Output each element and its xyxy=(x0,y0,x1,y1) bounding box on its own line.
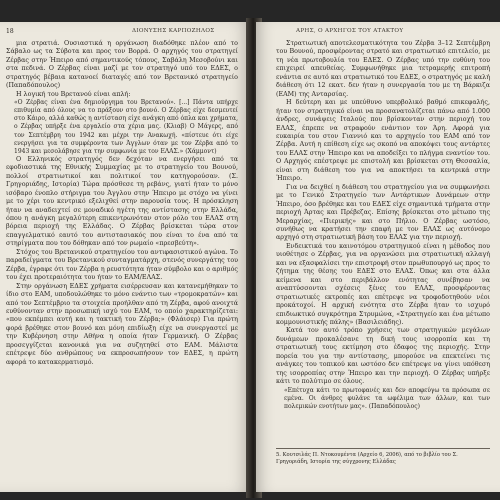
page-number: 18 xyxy=(6,28,14,35)
paragraph: Η λογική του Βρετανού είναι απλή: xyxy=(16,90,131,98)
paragraph: μια στρατιά. Ουσιαστικά η οργάνωση διαδόθηκε πλέον από το Σάβαλο ως τα Σύβοτα και προς τον Βορρά. Ο αρχηγός του στρατηγεί Ζέρβας στην Ήπειρο από σημαντικούς τόπους, Σαβάλη Μεσοβούνι και στα πεδινά. Ο Ζέρβας είναι μαζί με τον στρατηγό υπό του ΕΔΕΣ, ο στρατηγός βέβαια κατανοεί διαταγές από τον Βρετανικό στρατηγείο (Παπαδόπουλος) xyxy=(6,40,238,90)
paragraph: Στόχος του Βρετανικού στρατηγείου του αντιφασιστικού αγώνα. Το παραδείγματα του Βρετανικού συνταγματάρχη, στενός συνεργάτης του Ζέρβα, έγραφε ότι τον Ζέρβα η ρευστότητα ήταν σύμβολο και ο αριθμός του έχει προτεραιότητα του ήταν το ΕΑΜ/ΕΛΑΣ. xyxy=(6,248,238,282)
left-page xyxy=(0,22,252,492)
block-quote: «Επέτυχα κάτι το πρωτοφανές και δεν αποφεύγω τα πρόσωπα σε εμένα. Οι άνθρες φυλάνε τα ωφέλιμα των άλλων, και των πολεμικών ενοτήτων μας». (Παπαδόπουλος) xyxy=(284,386,490,410)
paragraph: Στην οργάνωση ΕΔΕΣ χρήματα εισέρρευσαν και κατανεμήθηκαν το ίδιο στο ΕΑΜ, υποδουλώθηκε το μόνο ενάντιο των «τρομοκρατών» και από τον Σεπτέμβριο τα στοιχεία προήλθαν από τη Ζέρβα, αφού ανοιχτά ευθύνονταν στην προσωπική ισχύ του ΕΑΜ, το οποίο χαρακτηρίζεται: «που εκπέμπει αυτή και η τακτική του Ζέρβα;» (Φλάισερ) Για πρώτη φορά βρέθηκε στον βουνό και μόνη επιδίωξη είχε να συνεργαστεί με την Κυβέρνηση στην Αθήνα η οποία ήταν Γερμανική. Ο Ζέρβας προσεγγίζεται κανονικά για να συζητηθεί στο ΕΑΜ. Μάλιστα επέτρεψε δύο ανθρώπους να εκπροσωπήσουν τον ΕΔΕΣ, η πρώτη αφορά το κατακερματισμό. xyxy=(6,282,238,366)
right-page xyxy=(256,22,500,492)
running-head-left: ΔΙΟΝΥΣΗΣ ΚΑΡΠΟΖΗΛΟΣ xyxy=(132,28,215,34)
footnote: 5. Κουτσιλάς Π. Ντοκουμέντα (Αρχείο 6, 2006), από το βιβλίο του Σ. Γρηγοριάδη, Ιστορία της σύγχρονης Ελλάδας xyxy=(276,448,490,466)
paragraph: Η δεύτερη και με υπεύθυνο υπερβολικό βαθμό επικεφαλής, ήταν τον στρατηγικό είναι να προσανατολίζεται πάνω από 1.000 άνδρες, συνάψεις Ιταλούς που βρίσκονταν στην περιοχή του ΕΛΑΣ, έπρεπε να στραφούν ενάντιον τον Άρη. Αφορά για ευκαιρία του στον Γιαννιό και το αρχηγείο του ΕΑΜ από τον Ζέρβα. Αυτή η επίθεση είχε ως σκοπό να αποκόψει τους αντάρτες του ΕΛΑΣ στην Ήπειρο και να αποδείξει το πλήγμα εναντίον του. Ο Αρχηγός επέστρεψε με επιστολή και βρίσκεται στη Θεσσαλία, είναι στη διάθεση του για να αποκτήσει τα κεντρικά στην Ήπειρο. xyxy=(276,99,490,183)
left-page-body xyxy=(6,40,238,367)
block-quote: «Ο Ζέρβας είναι ένα δημιούργημα του Βρετανού». [...] Πάντα υπήρχε επιθυμία από όλους να το πράξουν στο βουνό. Ο Ζέρβας είχε δεσμευτεί στο Κάιρο, αλλά καθώς η αντίσταση είχε ανάγκη από όπλα και χρήματα, ο Ζέρβας υπήρξε ένα εργαλείο στα χέρια μας. (Κλιαβ) Ο Μάγερς, από τον Σεπτέμβρη του 1942 και μέχρι την Ανακωχή. «πίστευε ότι είχε ενεργήσει για τα συμφέροντα των Άγγλων όταν με τον Ζέρβα από το 1943 και μεσολάβησε για την συμφωνία με τον ΕΛΑΣ.» (Χάμμοντ) xyxy=(14,99,238,155)
paragraph: Κατά τον αυτό τρόπο χρήσεις των στρατηγικών μεγάλων δυνάμεων προκαλέσανε τη δική τους ισορροπία και τη στρατιωτική τους εκτίμηση στο έδαφος της περιοχής. Στην πορεία του για την αντίστασης, μπορούσε να επεκτείνει τις ανάγκες του τοπικού και ωστόσο δεν επέτρεψε να γίνει υπόθεση της ισορροπίας στην Ήπειρο και την περιοχή. Ο Ζέρβας υπήρξε κάτι το πολύτιμο σε όλους. xyxy=(276,327,490,386)
paragraph: Ενδεικτικά του καινοτόμου στρατηγικού είναι η μέθοδος που υιοθέτησε ο Ζέρβας, για να οργανώσει μια στρατιωτική αλλαγή και να εξασφαλίσει την επιστροφή στον πρωθυπουργό ως προς το ζήτημα της θέσης του ΕΔΕΣ στο ΕΛΑΣ. Όπως και στα άλλα κείμενα και στο περιβάλλον ενότητας συνέβησαν να αναπτύσσονται σχέσεις ξένες του ΕΛΑΣ, προσφέροντας στρατιωτικές εκτροπές και επέτρεψε να τροφοδοτηθούν νέοι προκάτοχοί. Η αρχική ενότητα στο Ζέρβα ήταν το ισχυρό επιδιωκτικό συγκρότημα Στρυμώνα, «Στρατηγείο και ένα μέτωπο κομμουνιστικής πάλης» (Βασιλειάδης). xyxy=(276,242,490,326)
paragraph: Για να δειχθεί η διάθεση του στρατηγείου για να συμφωνήσει με το Γενικό Στρατηγείο των Αντάρτικων Δυνάμεων στην Ήπειρο, όσο βρέθηκε και του ΕΔΕΣ είχε σημαντικά τμήματα στην περιοχή Άρτας και Πρέβεζας. Επίσης βρίσκεται στο μέτωπο της Μεραρχίας, «Πιερικής» και στο Πήλιο. Ο Ζέρβας ωστόσο, συνήθως να κρατήσει την επαφή με τον ΕΛΑΣ ως αυτόνομο αρχηγό στη στρατιωτική βάση του ΕΛΑΣ για την περιοχή. xyxy=(276,183,490,242)
paragraph: Ο Ελληνικός στρατηγός δεν δεχόταν να ενεργήσει από τα εφοδιαστικά της Εθνικής Συμμαχίας με το στρατηγείο του Βουνού, πολλοί στρατιωτικοί και πολιτικοί τον κατηγορούσαν. (Σ. Γρηγοριάδης, Ιστορία) Τώρα πρόσθεσε τη ρεβάνς, γιατί ήταν το μόνο ισόβαρο ένοπλο στήριγμα του Άγγλου στην Ήπειρο με στόχο να γίνει με το χέρι του κεντρικό εξελιχθεί στην παρουσία τους. Η πρόσκληση ήταν να αναδειχτεί σε μοναδικό ηγέτη της αντίστασης στην Ελλάδα, όπου η ανάγκη μεγαλύτερη επικεντρωνόταν στον ρόλο του ΕΛΑΣ στη βόρεια περιοχή της Ελλάδας. Ο Ζέρβας βρίσκεται τώρα στον επαγγελματικό εαυτό του αντιστασιακός που είναι το ένα από τα στηρίγματα που του δόθηκαν από τον ρωμαίο «πρεσβεύτη». xyxy=(6,155,238,248)
running-head-right: ΑΡΗΣ, Ο ΑΡΧΗΓΟΣ ΤΟΥ ΑΤΑΚΤΟΥ xyxy=(296,28,404,34)
right-page-body xyxy=(276,40,490,411)
paragraph: Στρατιωτική αποτελεσματικότητα του Ζέρβα 3–12 Σεπτέμβρη του Βουνού, προσφέροντας στρατό και στρατιωτικό επιτελείο, με τη νέα πρωτοβουλία του ΕΔΕΣ. Ο Ζέρβας υπό την ευθύνη του επιχειρεί απευθείας. Συμφωνήθηκε μια τετραμερής επιτροπή ενάντια σε αυτό και στρατιωτικό του ΕΔΕΣ, ο στρατηγός με καλή διάθεση ότι 12 εκατ. δεν ήταν η συνεργασία του με τη Βάρκιζα (ΕΑΜ) της Ανταρσίας. xyxy=(276,40,490,98)
